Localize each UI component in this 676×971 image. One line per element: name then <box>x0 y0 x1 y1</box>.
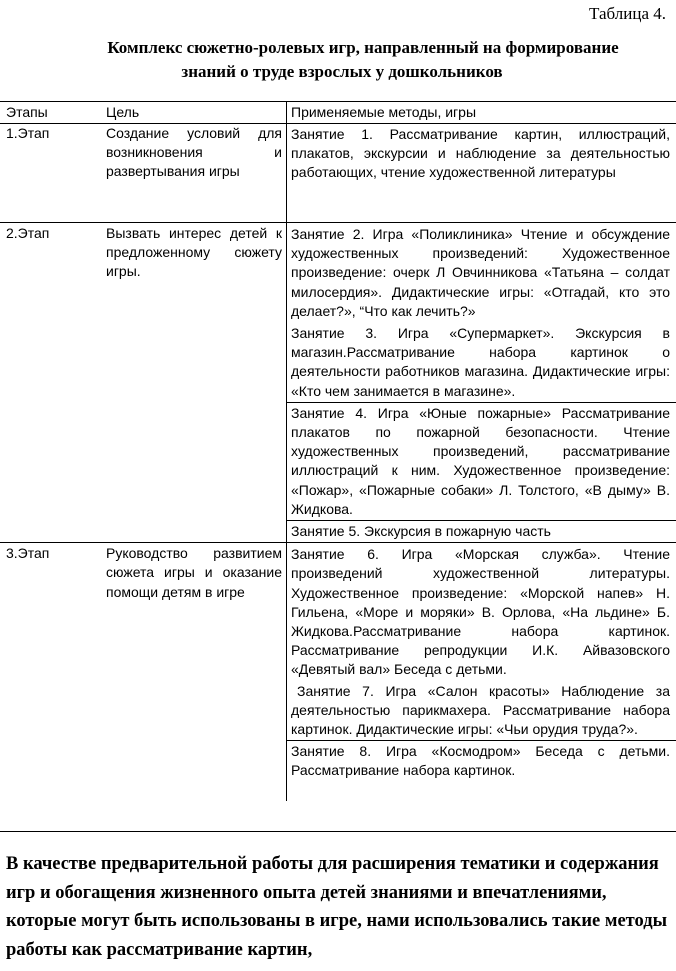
methods-cell <box>287 124 676 223</box>
table-row <box>0 521 676 543</box>
table-row <box>0 124 676 223</box>
lesson-7: Занятие 7. Игра «Салон красоты» Наблюдение за деятельностью парикмахера. Рассматривание набора картинок. Дидактические игры: «Чьи орудия труда?». <box>291 682 670 738</box>
table-row <box>0 741 676 801</box>
stage-cell: 2.Этап <box>0 223 102 403</box>
lesson-3: Занятие 3. Игра «Супермаркет». Экскурсия в магазин.Рассматривание набора картинок о деятельности работников магазина. Дидактические игры: «Кто чем занимается в магазине». <box>291 325 670 399</box>
stage-cell: 3.Этап <box>0 543 102 741</box>
lesson-8: Занятие 8. Игра «Космодром» Беседа с детьми. Рассматривание набора картинок. <box>291 743 670 779</box>
stage-cell-empty <box>0 402 102 520</box>
table-caption: Таблица 4. <box>589 4 666 23</box>
stage-cell: 1.Этап <box>6 125 50 141</box>
methods-table <box>0 101 676 832</box>
table-row <box>0 223 676 403</box>
goal-cell: Вызвать интерес детей к предложенному сюжету игры. <box>102 223 287 403</box>
lesson-4: Занятие 4. Игра «Юные пожарные» Рассматривание плакатов по пожарной безопасности. Чтение художественных произведений, рассматривание иллюстраций к ним. Художественное произведение: «Пожар», «Пожарные собаки» Л. Толстого, «В дыму» В. Жидкова. <box>291 404 670 517</box>
methods-cell <box>287 402 676 520</box>
goal-cell-empty <box>102 402 287 520</box>
lesson-2: Занятие 2. Игра «Поликлиника» Чтение и обсуждение художественных произведений: Художественное произведение: очерк Л Овчинникова «Татьяна – солдат милосердия». Дидактические игры: «Отгадай, кто это делает?», “Что как лечить?» <box>291 226 670 319</box>
methods-cell <box>287 543 676 741</box>
goal-cell: Создание условий для возникновения и развертывания игры <box>106 125 282 180</box>
goal-cell-empty <box>102 741 287 801</box>
header-methods: Применяемые методы, игры <box>287 102 676 124</box>
stage-cell-empty <box>0 741 102 801</box>
stage-cell-empty <box>0 521 102 543</box>
table-row <box>0 543 676 741</box>
lesson-6: Занятие 6. Игра «Морская служба». Чтение произведений художественной литературы. Художественное произведение: «Морской напев» Н. Гильена, «Море и моряки» В. Орлова, «На льдине» Б. Жидкова.Рассматривание набора картинок. Рассматривание репродукции И.К. Айвазовского «Девятый вал» Беседа с детьми. <box>291 546 670 678</box>
goal-cell: Руководство развитием сюжета игры и оказание помощи детям в игре <box>102 543 287 741</box>
table-header-row <box>0 102 676 124</box>
header-goal: Цель <box>102 102 287 124</box>
title-line-2: знаний о труде взрослых у дошкольников <box>181 62 503 81</box>
lesson-5: Занятие 5. Экскурсия в пожарную часть <box>291 523 551 540</box>
table-title <box>0 36 676 84</box>
methods-cell <box>287 223 676 403</box>
body-paragraph: В качестве предварительной работы для расширения тематики и содержания игр и обогащения жизненного опыта детей знаниями и впечатлениями, которые могут быть использованы в игре, нами использовались такие методы работы как рассматривание картин, <box>6 854 668 960</box>
table-row <box>0 402 676 520</box>
goal-cell-empty <box>102 521 287 543</box>
header-stages: Этапы <box>0 102 102 124</box>
title-line-1: Комплекс сюжетно-ролевых игр, направленный на формирование <box>107 38 619 57</box>
lesson-1: Занятие 1. Рассматривание картин, иллюстраций, плакатов, экскурсии и наблюдение за деятельностью работающих, чтение художественной литературы <box>291 126 670 181</box>
methods-cell <box>287 521 676 543</box>
methods-cell <box>287 741 676 801</box>
